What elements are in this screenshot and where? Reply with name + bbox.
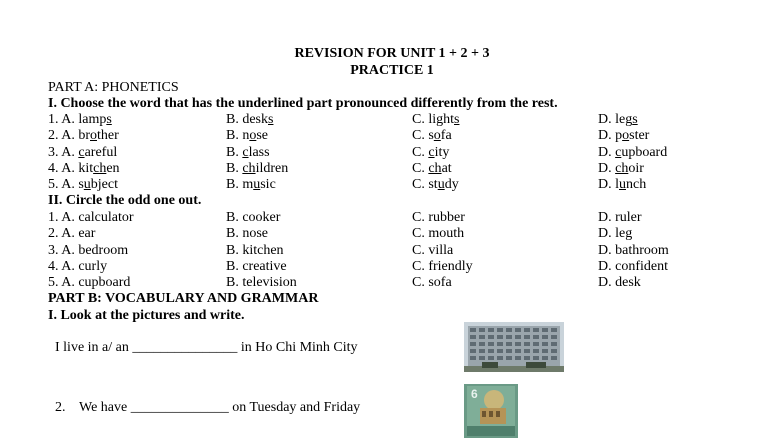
odd-one-out-option: C. villa <box>412 242 454 258</box>
underlined-sound: o <box>433 128 441 144</box>
odd-one-out-option: 3. A. bedroom <box>48 242 129 258</box>
odd-one-out-option: 4. A. curly <box>48 258 108 274</box>
phonetics-option: 2. A. brother <box>48 128 119 144</box>
odd-one-out-option: 5. A. cupboard <box>48 275 131 291</box>
look-and-write-heading: I. Look at the pictures and write. <box>48 308 245 323</box>
phonetics-option: D. legs <box>598 112 638 127</box>
phonetics-option: 5. A. subject <box>48 177 119 193</box>
phonetics-option: B. desks <box>226 112 274 127</box>
phonetics-option: D. poster <box>598 128 650 144</box>
worksheet-title: REVISION FOR UNIT 1 + 2 + 3 <box>294 46 490 61</box>
underlined-sound: ch <box>428 160 442 176</box>
phonetics-option: C. chat <box>412 160 452 176</box>
odd-one-out-option: D. bathroom <box>598 242 669 258</box>
phonetics-option: C. lights <box>412 112 460 127</box>
phonetics-option: B. children <box>226 160 289 176</box>
phonetics-option: C. sofa <box>412 128 452 144</box>
phonetics-option: B. music <box>226 177 276 193</box>
underlined-sound: o <box>90 128 97 144</box>
underlined-sound: s <box>268 112 274 127</box>
phonetics-option: 1. A. lamps <box>48 112 112 127</box>
phonetics-option: C. study <box>412 177 459 193</box>
odd-one-out-option: B. kitchen <box>226 242 284 258</box>
phonetics-instruction: I. Choose the word that has the underlined part pronounced differently from the rest. <box>48 96 558 111</box>
odd-one-out-option: C. friendly <box>412 258 473 274</box>
odd-one-out-heading: II. Circle the odd one out. <box>48 193 202 208</box>
odd-one-out-option: D. leg <box>598 226 633 242</box>
underlined-sound: c <box>615 144 622 160</box>
odd-one-out-option: C. sofa <box>412 275 452 291</box>
odd-one-out-option: B. cooker <box>226 210 281 225</box>
odd-one-out-option: B. nose <box>226 226 268 242</box>
underlined-sound: ch <box>615 160 629 176</box>
part-a-heading: PART A: PHONETICS <box>48 80 179 95</box>
worksheet-subtitle: PRACTICE 1 <box>350 63 434 78</box>
phonetics-option: 3. A. careful <box>48 144 118 160</box>
question-1-sentence: I live in a/ an _______________ in Ho Chi Minh City <box>55 340 358 355</box>
phonetics-option: C. city <box>412 144 450 160</box>
apartment-building-picture <box>464 322 564 372</box>
phonetics-option: B. nose <box>226 128 269 144</box>
underlined-sound: s <box>632 112 638 127</box>
odd-one-out-option: 2. A. ear <box>48 226 96 242</box>
phonetics-option: D. choir <box>598 160 644 176</box>
underlined-sound: s <box>454 112 460 127</box>
underlined-sound: s <box>106 112 112 127</box>
underlined-sound: c <box>78 144 85 160</box>
phonetics-option: D. cupboard <box>598 144 668 160</box>
underlined-sound: ch <box>93 160 107 176</box>
underlined-sound: u <box>83 177 91 193</box>
odd-one-out-option: C. rubber <box>412 210 465 225</box>
underlined-sound: c <box>242 144 249 160</box>
odd-one-out-option: B. television <box>226 275 297 291</box>
odd-one-out-option: B. creative <box>226 258 287 274</box>
question-2-number: 2. <box>55 400 66 415</box>
underlined-sound: u <box>437 177 445 193</box>
underlined-sound: o <box>249 128 257 144</box>
odd-one-out-option: D. confident <box>598 258 668 274</box>
textbook-cover-picture <box>464 384 518 438</box>
underlined-sound: u <box>253 177 261 193</box>
book-grade-number: 6 <box>471 387 478 401</box>
underlined-sound: u <box>619 177 626 193</box>
odd-one-out-option: C. mouth <box>412 226 465 242</box>
odd-one-out-option: 1. A. calculator <box>48 210 134 225</box>
odd-one-out-option: D. ruler <box>598 210 642 225</box>
part-b-heading: PART B: VOCABULARY AND GRAMMAR <box>48 291 319 306</box>
underlined-sound: o <box>622 128 630 144</box>
odd-one-out-option: D. desk <box>598 275 641 291</box>
underlined-sound: c <box>428 144 435 160</box>
phonetics-option: D. lunch <box>598 177 647 193</box>
phonetics-option: B. class <box>226 144 270 160</box>
phonetics-option: 4. A. kitchen <box>48 160 120 176</box>
question-2-sentence: We have ______________ on Tuesday and Friday <box>79 400 361 415</box>
underlined-sound: ch <box>242 160 256 176</box>
